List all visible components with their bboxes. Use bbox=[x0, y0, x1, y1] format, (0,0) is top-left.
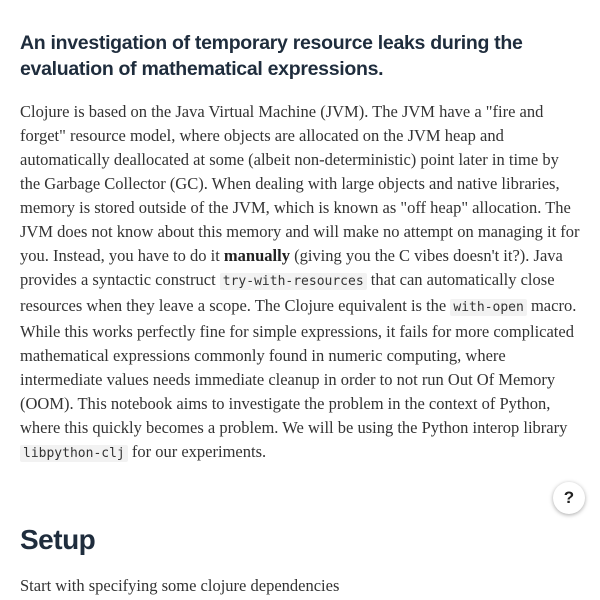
intro-text-2: (giving you the C vibes doesn't it?). Java provides a syntactic construct bbox=[20, 246, 563, 289]
code-try-with-resources: try-with-resources bbox=[220, 273, 367, 290]
notebook-content bbox=[20, 0, 580, 595]
page-title: An investigation of temporary resource leaks during the evaluation of mathematical expressions. bbox=[20, 32, 523, 80]
code-with-open: with-open bbox=[450, 299, 526, 316]
question-mark-icon: ? bbox=[563, 488, 575, 507]
code-libpython-clj: libpython-clj bbox=[20, 445, 128, 462]
setup-heading: Setup bbox=[20, 524, 96, 555]
help-button[interactable] bbox=[553, 482, 585, 514]
intro-text-1: Clojure is based on the Java Virtual Machine (JVM). The JVM have a "fire and forget" resource model, where objects are allocated on the JVM heap and automatically deallocated at some (albeit non-deterministic) point later in time by the Garbage Collector (GC). When dealing with large objects and native libraries, memory is stored outside of the JVM, which is known as "off heap" allocation. The JVM does not know about this memory and will make no attempt on managing it for you. Instead, you have to do it bbox=[20, 102, 580, 265]
intro-paragraph bbox=[20, 100, 580, 466]
intro-text-4: macro. While this works perfectly fine for simple expressions, it fails for more complicated mathematical expressions commonly found in numeric computing, where intermediate values needs immediate cleanup in order to not run Out Of Memory (OOM). This notebook aims to investigate the problem in the context of Python, where this quickly becomes a problem. We will be using the Python interop library bbox=[20, 296, 577, 437]
setup-text: Start with specifying some clojure dependencies bbox=[20, 576, 340, 595]
intro-emphasis: manually bbox=[223, 246, 290, 265]
intro-text-3: that can automatically close resources when they leave a scope. The Clojure equivalent is the bbox=[20, 270, 555, 315]
intro-text-5: for our experiments. bbox=[127, 442, 267, 461]
